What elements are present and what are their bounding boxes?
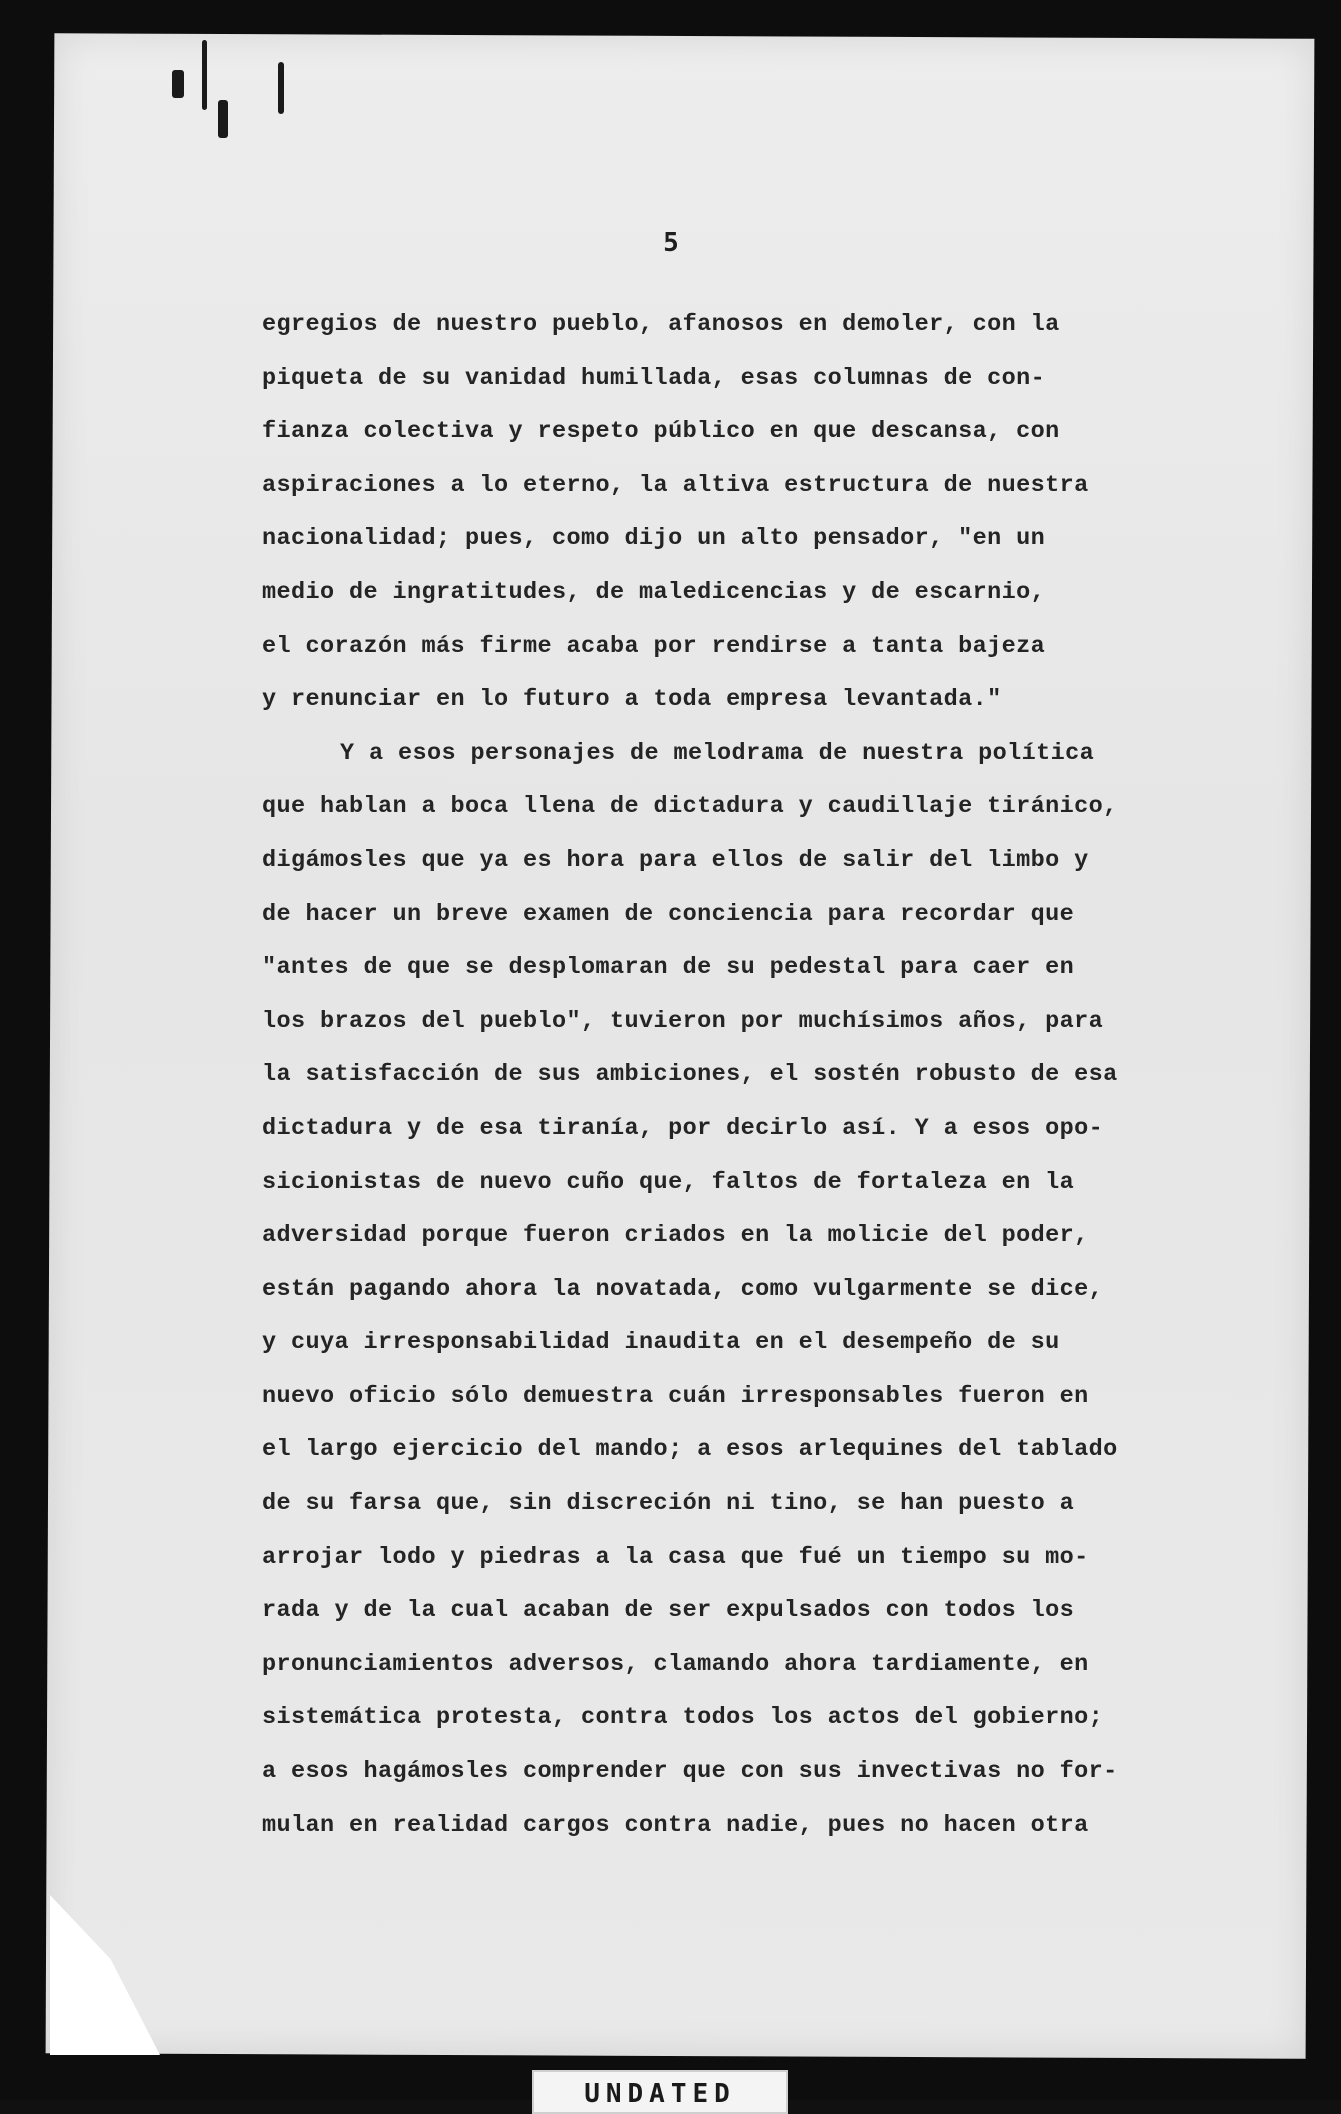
text-line: nacionalidad; pues, como dijo un alto pensador, "en un: [262, 525, 1046, 553]
ink-smudge: [172, 70, 184, 98]
ink-smudge: [278, 62, 284, 114]
text-line: digámosles que ya es hora para ellos de salir del limbo y: [262, 846, 1089, 874]
text-line: de hacer un breve examen de conciencia para recordar que: [262, 900, 1075, 928]
text-line: Y a esos personajes de melodrama de nuestra política: [340, 739, 1095, 767]
undated-stamp: UNDATED: [532, 2070, 788, 2114]
body-text: [262, 298, 1202, 1852]
text-line: el largo ejercicio del mando; a esos arlequines del tablado: [262, 1436, 1118, 1464]
text-line: pronunciamientos adversos, clamando ahora tardiamente, en: [262, 1650, 1089, 1678]
text-line: que hablan a boca llena de dictadura y caudillaje tiránico,: [262, 793, 1118, 821]
text-line: sicionistas de nuevo cuño que, faltos de fortaleza en la: [262, 1168, 1075, 1196]
ink-smudge: [202, 40, 207, 110]
text-line: arrojar lodo y piedras a la casa que fué un tiempo su mo-: [262, 1543, 1089, 1571]
text-line: sistemática protesta, contra todos los actos del gobierno;: [262, 1704, 1104, 1732]
text-line: adversidad porque fueron criados en la molicie del poder,: [262, 1222, 1089, 1250]
text-line: la satisfacción de sus ambiciones, el sostén robusto de esa: [262, 1061, 1118, 1089]
text-line: mulan en realidad cargos contra nadie, pues no hacen otra: [262, 1811, 1089, 1839]
text-line: "antes de que se desplomaran de su pedestal para caer en: [262, 954, 1075, 982]
text-line: fianza colectiva y respeto público en que descansa, con: [262, 418, 1060, 446]
text-line: a esos hagámosles comprender que con sus invectivas no for-: [262, 1758, 1118, 1786]
text-line: aspiraciones a lo eterno, la altiva estructura de nuestra: [262, 471, 1089, 499]
ink-smudge: [218, 100, 228, 138]
text-line: y cuya irresponsabilidad inaudita en el desempeño de su: [262, 1329, 1060, 1357]
text-line: rada y de la cual acaban de ser expulsados con todos los: [262, 1597, 1075, 1625]
text-line: y renunciar en lo futuro a toda empresa levantada.": [262, 686, 1002, 714]
text-line: el corazón más firme acaba por rendirse a tanta bajeza: [262, 632, 1046, 660]
text-line: de su farsa que, sin discreción ni tino, se han puesto a: [262, 1490, 1075, 1518]
text-line: dictadura y de esa tiranía, por decirlo así. Y a esos opo-: [262, 1114, 1104, 1142]
text-line: están pagando ahora la novatada, como vulgarmente se dice,: [262, 1275, 1104, 1303]
page-number: 5: [663, 228, 679, 258]
text-line: medio de ingratitudes, de maledicencias y de escarnio,: [262, 578, 1046, 606]
text-line: los brazos del pueblo", tuvieron por muchísimos años, para: [262, 1007, 1104, 1035]
text-line: piqueta de su vanidad humillada, esas columnas de con-: [262, 364, 1046, 392]
text-line: nuevo oficio sólo demuestra cuán irresponsables fueron en: [262, 1382, 1089, 1410]
text-line: egregios de nuestro pueblo, afanosos en demoler, con la: [262, 311, 1060, 338]
